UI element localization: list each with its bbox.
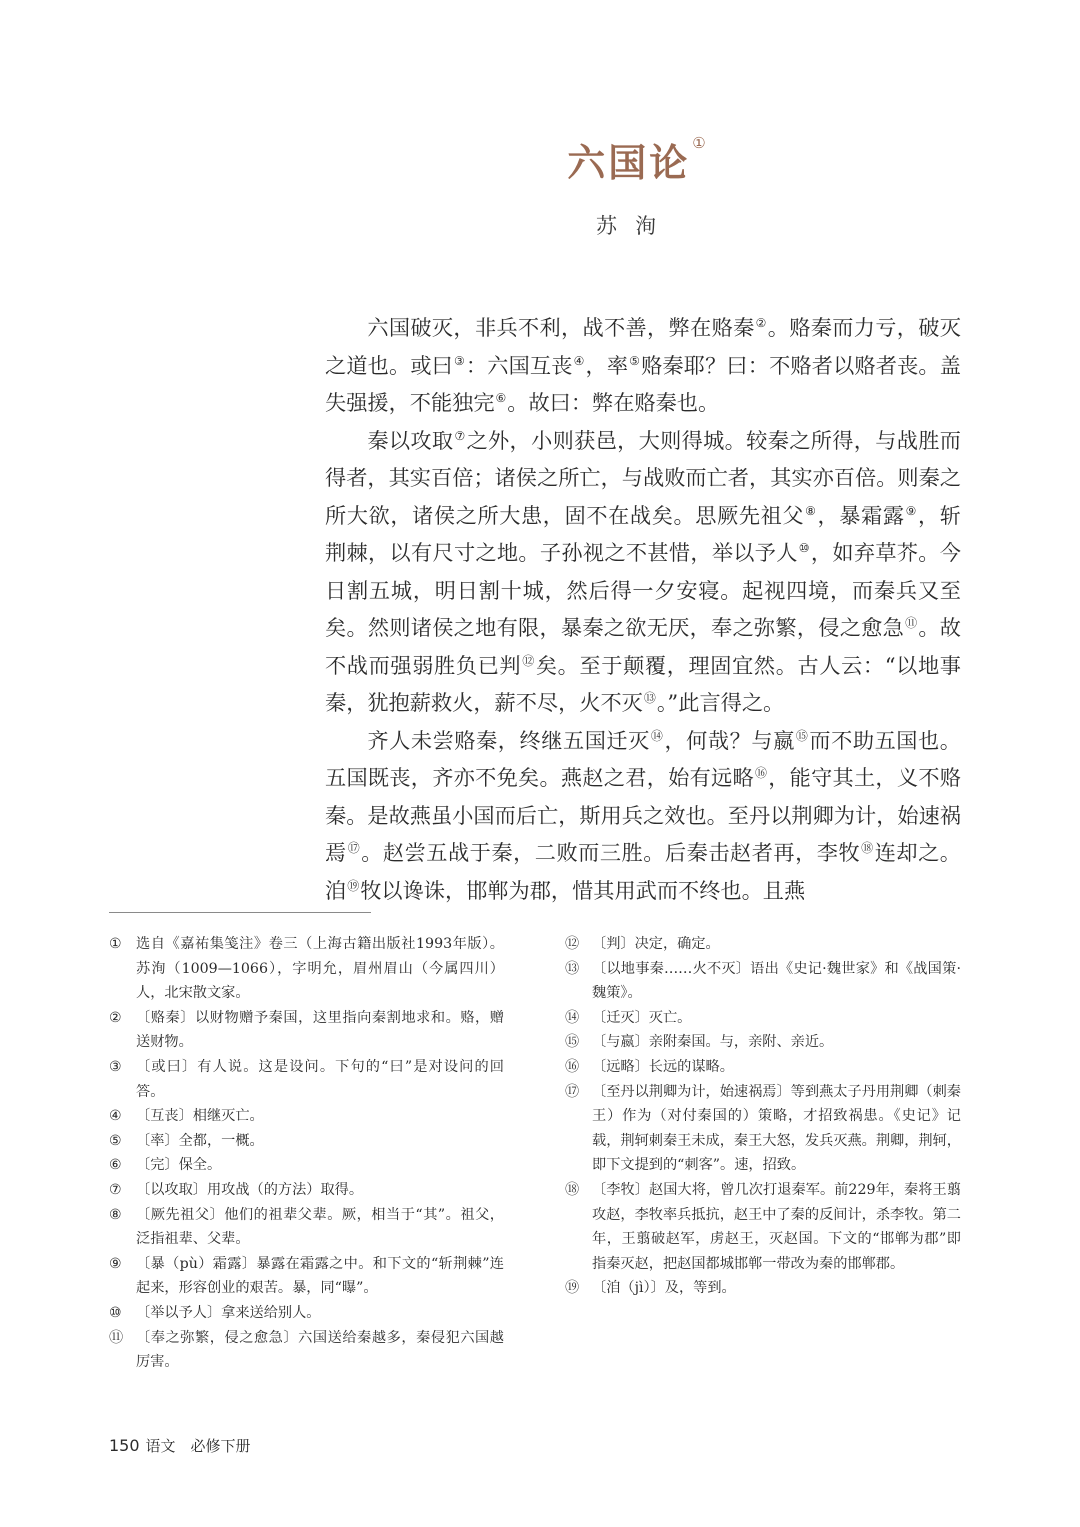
footnote-text: 〔率〕全都，一概。 (136, 1132, 264, 1149)
footnote-number: ① (109, 936, 122, 952)
text-segment: 齐人未尝赂秦，终继五国迁灭 (367, 727, 650, 753)
footnote-marker: ⑲ (347, 878, 360, 893)
footnote-text: 〔赂秦〕以财物赠予秦国，这里指向秦割地求和。赂，赠送财物。 (136, 1009, 504, 1051)
footnote-number: ⑯ (565, 1058, 580, 1075)
text-segment: ，如弃草芥。今日割五城，明日割十城，然后得一夕安寝。起视四境，而秦兵又至矣。然则诸侯之地有限，暴秦之欲无厌，奉之弥繁，侵之愈急 (325, 540, 961, 640)
footnote-text: 〔以攻取〕用攻战（的方法）取得。 (136, 1181, 364, 1198)
footnote-number: ⑱ (565, 1181, 580, 1198)
footnote (565, 1030, 961, 1055)
footnote-text: 〔迁灭〕灭亡。 (592, 1009, 692, 1026)
footnote (109, 1203, 504, 1252)
text-segment: ，斩荆棘，以有尺寸之地。子孙视之不甚惜，举以予人 (325, 502, 961, 565)
footnote (565, 1276, 961, 1301)
footnote-text: 〔至丹以荆卿为计，始速祸焉〕等到燕太子丹用荆卿（刺秦王）作为（对付秦国的）策略，才招致祸患。《史记》记载，荆轲刺秦王未成，秦王大怒，发兵灭燕。荆卿，荆轲，即下文提到的“刺客”。速，招致。 (592, 1083, 961, 1174)
footnote-number: ⑧ (109, 1206, 122, 1223)
footnote-text: 〔或曰〕有人说。这是设问。下句的“曰”是对设问的回答。 (136, 1058, 504, 1100)
footnote-number: ⑪ (109, 1329, 124, 1346)
text-segment: ，能守其土，义不赂秦。是故燕虽小国而后亡，斯用兵之效也。至丹以荆卿为计，始速祸焉 (325, 765, 961, 865)
footnote (109, 1252, 504, 1301)
footnote-number: ⑤ (109, 1132, 122, 1149)
paragraph (325, 422, 961, 722)
footnote-marker: ⑫ (522, 653, 535, 668)
footnote (109, 1178, 504, 1203)
text-segment: ，暴霜露 (817, 502, 905, 528)
text-segment: ，何哉？与嬴 (664, 727, 795, 753)
footnote-text: 选自《嘉祐集笺注》卷三（上海古籍出版社1993年版）。苏洵（1009—1066），字明允，眉州眉山（今属四川）人，北宋散文家。 (136, 936, 504, 1002)
footnote-text: 〔厥先祖父〕他们的祖辈父辈。厥，相当于“其”。祖父，泛指祖辈、父辈。 (136, 1206, 504, 1248)
footnote-number: ⑨ (109, 1255, 122, 1272)
footnote-marker: ⑩ (798, 541, 810, 555)
book-title: 语文 必修下册 (145, 1437, 251, 1455)
text-segment: 赂秦耶？曰：不赂者以赂者丧。盖失强援，不能独完 (325, 352, 961, 415)
footnote-text: 〔举以予人〕拿来送给别人。 (136, 1304, 321, 1321)
footnote (565, 1055, 961, 1080)
text-segment: 六国破灭，非兵不利，战不善，弊在赂秦 (367, 315, 755, 340)
text-segment: ：六国互丧 (465, 352, 573, 378)
footnote-number: ⑫ (565, 936, 580, 952)
footnote-number: ⑰ (565, 1083, 580, 1100)
text-segment: 。”此言得之。 (656, 690, 785, 715)
text-segment: 之外，小则获邑，大则得城。较秦之所得，与战胜而得者，其实百倍；诸侯之所亡，与战败而亡者，其实亦百倍。则秦之所大欲，诸侯之所大患，固不在战矣。思厥先祖父 (325, 427, 961, 528)
footnote-marker: ⑥ (495, 391, 507, 405)
footnote-text: 〔奉之弥繁，侵之愈急〕六国送给秦越多，秦侵犯六国越厉害。 (136, 1329, 504, 1371)
footnote-marker: ⑱ (861, 841, 874, 855)
text-segment: 。赵尝五战于秦，二败而三胜。后秦击赵者再，李牧 (361, 840, 861, 865)
text-segment: 秦以攻取 (367, 427, 454, 453)
text-segment: ，率 (585, 352, 629, 378)
text-segment: 。故曰：弊在赂秦也。 (507, 390, 720, 415)
footnote-text: 〔暴（pù）霜露〕暴露在霜露之中。和下文的“斩荆棘”连起来，形容创业的艰苦。暴，同“曝”。 (136, 1255, 504, 1297)
page-footer (109, 1435, 251, 1456)
footnote (109, 1104, 504, 1129)
footnote-marker: ② (755, 316, 767, 330)
footnote-marker: ⑤ (629, 353, 641, 368)
footnote-number: ⑬ (565, 960, 580, 977)
footnote-text: 〔李牧〕赵国大将，曾几次打退秦军。前229年，秦将王翦攻赵，李牧率兵抵抗，赵王中了秦的反间计，杀李牧。第二年，王翦破赵军，虏赵王，灭赵国。下文的“邯郸为郡”即指秦灭赵，把赵国都城邯郸一带改为秦的邯郸郡。 (592, 1181, 961, 1272)
footnote-marker: ⑮ (795, 728, 809, 743)
footnote-marker: ⑰ (347, 841, 361, 855)
text-segment: 连却之。洎 (325, 840, 961, 903)
footnotes-left-column (109, 932, 504, 1375)
footnote (109, 1153, 504, 1178)
title-text: 六国论 (567, 140, 691, 185)
footnote (565, 957, 961, 1006)
paragraph (325, 722, 961, 910)
footnote-marker: ⑨ (905, 503, 917, 518)
text-segment: 牧以谗诛，邯郸为郡，惜其用武而不终也。且燕 (360, 877, 806, 903)
main-text (325, 309, 961, 909)
title-footnote-marker: ① (692, 134, 706, 152)
footnote-text: 〔以地事秦……火不灭〕语出《史记·魏世家》和《战国策·魏策》。 (592, 960, 961, 1002)
footnote-number: ⑦ (109, 1181, 122, 1198)
footnote-number: ④ (109, 1108, 122, 1125)
footnotes-right-column (565, 932, 961, 1301)
footnote (565, 932, 961, 957)
footnote-number: ⑥ (109, 1157, 122, 1174)
footnote-text: 〔判〕决定，确定。 (592, 936, 720, 952)
footnote-number: ⑭ (565, 1009, 580, 1026)
footnote (565, 1006, 961, 1031)
footnote-text: 〔完〕保全。 (136, 1157, 222, 1174)
footnote-marker: ⑦ (454, 428, 466, 443)
footnote-number: ③ (109, 1058, 122, 1075)
footnote (109, 1006, 504, 1055)
footnote-number: ⑩ (109, 1304, 122, 1321)
footnote-marker: ⑪ (905, 616, 918, 630)
footnote-marker: ⑧ (805, 503, 817, 518)
footnote-marker: ③ (454, 353, 465, 368)
footnote-text: 〔洎（jì）〕及，等到。 (592, 1280, 736, 1297)
footnote (109, 1326, 504, 1375)
author-name: 苏洵 (596, 214, 674, 238)
footnote-divider (109, 912, 371, 913)
footnote-number: ⑲ (565, 1280, 580, 1297)
footnote-marker: ⑯ (754, 766, 768, 780)
paragraph (325, 309, 961, 422)
footnote (109, 1055, 504, 1104)
footnote-text: 〔互丧〕相继灭亡。 (136, 1108, 264, 1125)
text-segment: 矣。至于颠覆，理固宜然。古人云：“以地事秦，犹抱薪救火，薪不尽，火不灭 (325, 652, 961, 715)
footnote (565, 1178, 961, 1276)
footnote (109, 1129, 504, 1154)
page-number: 150 (109, 1436, 140, 1455)
footnote-number: ⑮ (565, 1034, 580, 1051)
page-title (0, 132, 1080, 187)
footnote-text: 〔远略〕长远的谋略。 (592, 1058, 734, 1075)
footnote-marker: ④ (573, 353, 585, 368)
footnote-number: ② (109, 1009, 122, 1026)
text-segment: 。赂秦而力亏，破灭之道也。或曰 (325, 315, 961, 378)
footnote (109, 1301, 504, 1326)
text-segment: 。故不战而强弱胜负已判 (325, 615, 961, 678)
footnote-marker: ⑬ (643, 691, 656, 705)
text-segment: 而不助五国也。五国既丧，齐亦不免矣。燕赵之君，始有远略 (325, 727, 961, 790)
footnote (565, 1080, 961, 1178)
footnote-marker: ⑭ (650, 728, 664, 743)
footnote (109, 932, 504, 1006)
footnote-text: 〔与嬴〕亲附秦国。与，亲附、亲近。 (592, 1034, 834, 1051)
